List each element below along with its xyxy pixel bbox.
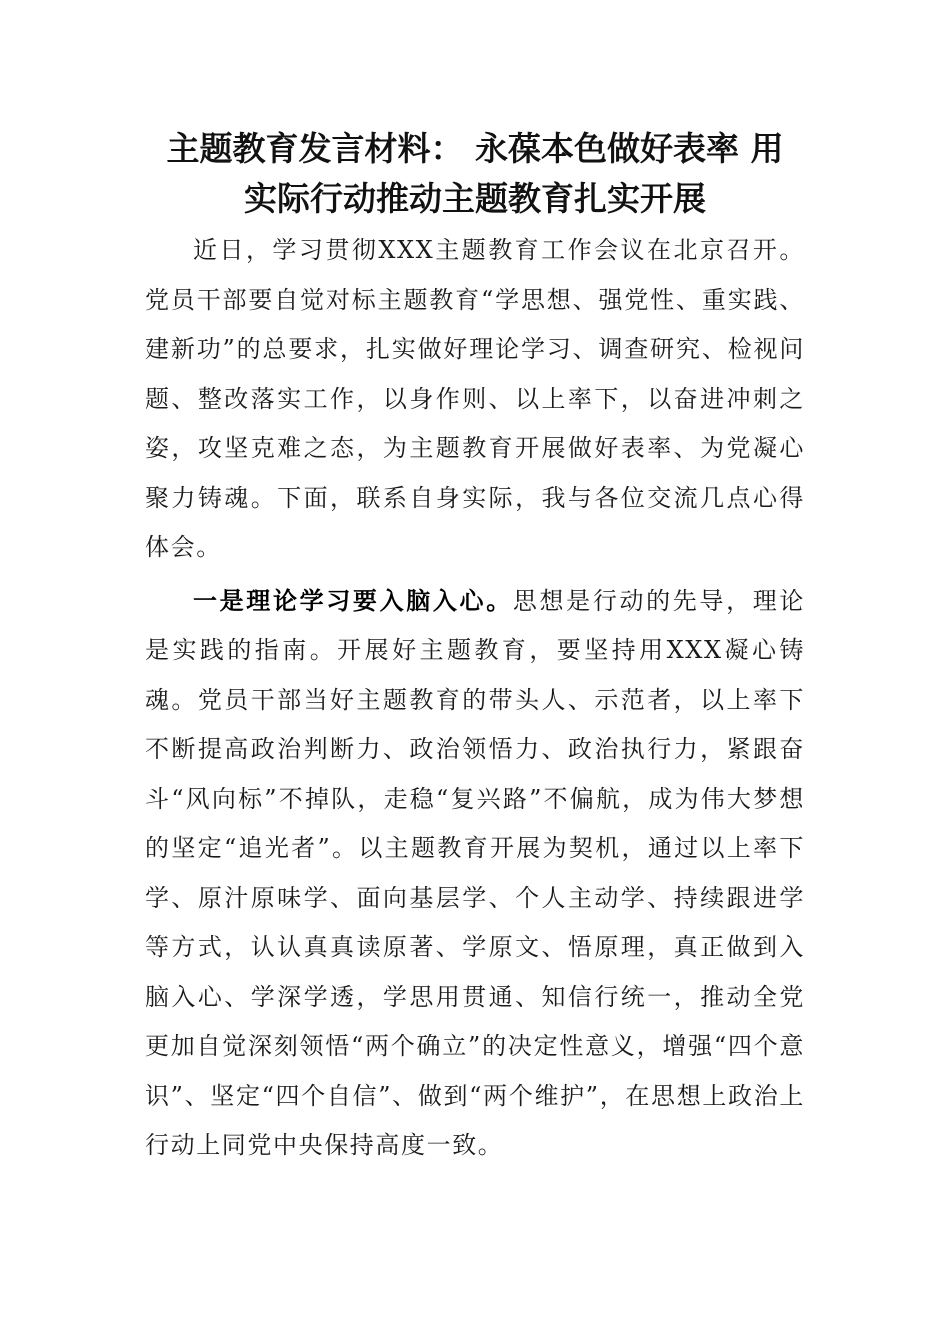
intro-paragraph <box>145 225 805 573</box>
title-line-1: 主题教育发言材料： 永葆本色做好表率 用 <box>166 129 784 168</box>
title-line-2: 实际行动推动主题教育扎实开展 <box>244 179 706 218</box>
document-title <box>120 124 830 224</box>
paragraph-text: 近日，学习贯彻XXX主题教育工作会议在北京召开。党员干部要自觉对标主题教育“学思想、强党性、重实践、建新功”的总要求，扎实做好理论学习、调查研究、检视问题、整改落实工作，以身作则、以上率下，以奋进冲刺之姿，攻坚克难之态，为主题教育开展做好表率、为党凝心聚力铸魂。下面，联系自身实际，我与各位交流几点心得体会。 <box>145 236 805 561</box>
point-one-paragraph <box>145 576 805 1171</box>
paragraph-lead: 一是理论学习要入脑入心。 <box>193 585 513 615</box>
paragraph-text: 思想是行动的先导，理论是实践的指南。开展好主题教育，要坚持用XXX凝心铸魂。党员干部当好主题教育的带头人、示范者，以上率下不断提高政治判断力、政治领悟力、政治执行力，紧跟奋斗“风向标”不掉队，走稳“复兴路”不偏航，成为伟大梦想的坚定“追光者”。以主题教育开展为契机，通过以上率下学、原汁原味学、面向基层学、个人主动学、持续跟进学等方式，认认真真读原著、学原文、悟原理，真正做到入脑入心、学深学透，学思用贯通、知信行统一，推动全党更加自觉深刻领悟“两个确立”的决定性意义，增强“四个意识”、坚定“四个自信”、做到“两个维护”，在思想上政治上行动上同党中央保持高度一致。 <box>145 586 805 1159</box>
document-body <box>145 225 805 1174</box>
